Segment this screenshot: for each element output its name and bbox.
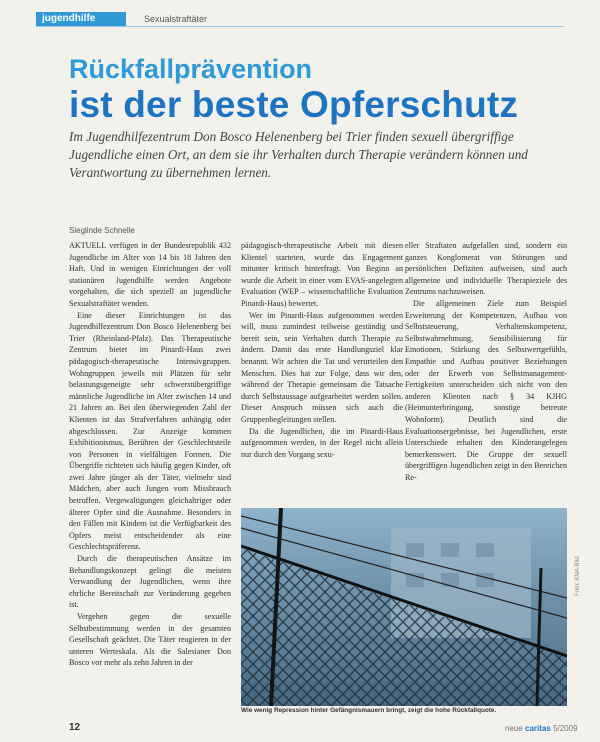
paragraph: AKTUELL verfügen in der Bundesrepublik 432 Jugendliche im Alter von 14 bis 18 Jahren den Haft. Und in wenigen Einrichtungen der voll stationären Jugendhilfe werden Angebote vorgehalten, die sich speziell an jugendliche Sexualstraftäter wenden. bbox=[69, 241, 231, 308]
text-column-2 bbox=[241, 240, 403, 494]
header-rule bbox=[36, 26, 564, 27]
paragraph: Durch die therapeutischen Ansätze im Behandlungskonzept gelingt die meisten Verwandlung der Jugendlichen, wenn ihre ehrliche Bereitschaft zur Veränderung gegeben ist. bbox=[69, 554, 231, 610]
article-lead: Im Jugendhilfezentrum Don Bosco Helenenberg bei Trier finden sexuell übergriffige Jugendliche einen Ort, an dem sie ihr Verhalten durch Therapie verändern können und Verantwortung zu übernehmen lernen. bbox=[69, 129, 528, 180]
author-byline: Sieglinde Schnelle bbox=[69, 226, 135, 235]
paragraph: Wer im Pinardi-Haus aufgenommen werden will, muss zumindest teilweise geständig und bereit sein, sein Verhalten durch Therapie zu ändern. Damit das erste Handlungsziel klar benannt. Wir achten die Tat und verurteilen den Menschen. Dies hat zur Folge, dass wir den, während der Therapie gemeinsam die Tatsache durch Selbstaussage aufgearbeitet werden sollen. Dieser Anspruch müssen sich auch die Gruppenbegleitungen stellen. bbox=[241, 310, 403, 424]
issue-prefix: neue bbox=[505, 724, 523, 733]
photo-credit: Foto: KNA-Bild bbox=[575, 556, 581, 596]
section-label: jugendhilfe bbox=[36, 12, 126, 26]
subsection-label: Sexualstraftäter bbox=[144, 14, 208, 24]
photo-caption: Wie wenig Repression hinter Gefängnismauern bringt, zeigt die hohe Rückfallquote. bbox=[241, 707, 497, 714]
article-kicker: Rückfallprävention bbox=[69, 54, 313, 84]
paragraph: Die allgemeinen Ziele zum Beispiel Erweiterung der Kompetenzen, Aufbau von Selbststeuerung, Verhaltenskompetenz, Selbstwahrnehmung, Sensibilisierung für Emotionen, Stärkung des Selbstwertgefühls, Empathie und Aufbau positiver Beziehungen oder der Erwerb von Selbstmanagement-Fertigkeiten unterscheiden sich nicht von den anderen Klienten nach § 34 KJHG (Heimunterbringung, sonstige betreute Wohnform). Deutlich sind die Evaluationsergebnisse, bei Jugendlichen, erste Unterschiede erhalten den Kinderangelegen bemerkenswert. Die Gruppe der sexuell übergriffigen Jugendlichen zeigt in den Bereichen Re- bbox=[405, 298, 567, 482]
paragraph: eller Straftaten aufgefallen sind, sondern ein ganzes Konglomerat von Störungen und persönlichen Defiziten aufweisen, sind auch allgemeine und individuelle Therapieziele des Zentrums nachzuweisen. bbox=[405, 241, 567, 297]
paragraph: pädagogisch-therapeutische Arbeit mit diesen Klientel starteten, wurde das Engagement mitunter kritisch hinterfragt. Von Beginn an wurde die Arbeit in einer vom EVAS-angelegten Evaluation (WEP – wissenschaftliche Evaluation Pinardi-Haus) bewertet. bbox=[241, 241, 403, 308]
article-photo bbox=[241, 508, 567, 706]
page-header bbox=[36, 12, 564, 26]
barbed-wire-fence-image bbox=[241, 508, 567, 706]
paragraph: Eine dieser Einrichtungen ist das Jugendhilfezentrum Don Bosco Helenenberg bei Trier (Rheinland-Pfalz). Das Therapeutische Zentrum bietet im Pinardi-Haus zwei pädagogisch-therapeutische Intensivgruppen. Wohngruppen jeweils mit Plätzen für sehr belastungsgeneigte sehr schwerstübergriffige männliche Jugendliche im Alter zwischen 14 und 21 Jahren an. Bei den überwiegenden Zahl der Klienten ist das Strafverfahren anhängig oder abgeschlossen. Zur Anzeige kommen Exhibitionismus, Berühren der Geschlechtsteile von Personen in vielfältigen Formen. Die Übergriffe richteten sich häufig gegen Kinder, oft zwei Jahre jünger als der Täter, vielmehr sind Mädchen, aber auch Jungen vom Missbrauch betroffen. Vergewaltigungen gleichaltriger oder älterer Opfer sind die Ausnahme. Besonders in den Fällen mit Kindern ist die Verfügbarkeit des Opfers meist entscheidender als eine Geschlechtspräferenz. bbox=[69, 310, 231, 552]
magazine-name: caritas bbox=[525, 724, 551, 733]
text-column-3 bbox=[405, 240, 567, 494]
page-number: 12 bbox=[69, 722, 81, 733]
paragraph: Da die Jugendlichen, die im Pinardi-Haus aufgenommen werden, in der Regel nicht allein nur durch den Vorgang sexu- bbox=[241, 426, 403, 459]
magazine-footer bbox=[505, 724, 578, 733]
issue-number: 5/2009 bbox=[553, 724, 578, 733]
text-column-1 bbox=[69, 240, 231, 712]
paragraph: Vergehen gegen die sexuelle Selbstbestimmung werden in der gesamten Gesellschaft geächtet. Die Täter reagieren in der unteren Werteskala. Als die Salesianer Don Bosco vor mehr als zehn Jahren in der bbox=[69, 612, 231, 668]
article-headline: ist der beste Opferschutz bbox=[69, 84, 519, 125]
